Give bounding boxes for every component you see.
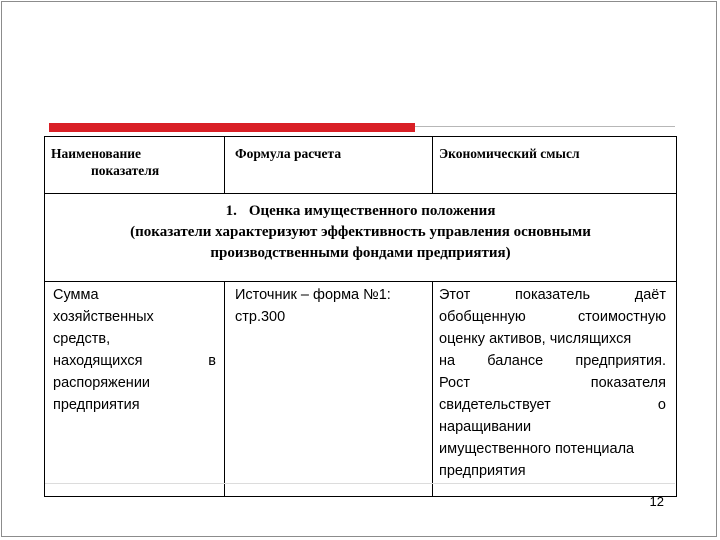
header-meaning-cell: Экономический смысл	[433, 137, 677, 194]
section-line3: производственными фондами предприятия)	[210, 245, 511, 261]
title-accent-line	[415, 126, 675, 127]
section-title-line	[51, 201, 670, 222]
section-title: Оценка имущественного положения	[248, 203, 496, 219]
formula-line: Источник – форма №1:	[235, 287, 391, 303]
meaning-word: оценку активов, числящихся	[439, 331, 632, 347]
indicator-name-word: в	[208, 353, 216, 369]
meaning-word: Этот	[439, 287, 471, 303]
meaning-word: предприятия	[439, 463, 526, 479]
page-number: 12	[649, 494, 664, 509]
meaning-cell	[433, 282, 677, 497]
meaning-line	[439, 306, 666, 328]
header-row	[45, 137, 677, 194]
meaning-word: наращивании	[439, 419, 532, 435]
meaning-word: имущественного потенциала	[439, 441, 635, 457]
meaning-word: на	[439, 353, 456, 369]
header-name-cell	[45, 137, 225, 194]
meaning-line	[439, 284, 666, 306]
meaning-word: показателя	[590, 375, 666, 391]
indicators-table	[44, 136, 677, 497]
meaning-word: обобщенную	[439, 309, 526, 325]
table-row	[45, 282, 677, 497]
meaning-word: даёт	[634, 287, 666, 303]
header-formula-cell: Формула расчета	[225, 137, 433, 194]
indicator-name-word: находящихся	[53, 353, 143, 369]
meaning-line	[439, 416, 666, 438]
title-accent-bar	[49, 123, 415, 132]
meaning-word: предприятия.	[575, 353, 666, 369]
meaning-line	[439, 328, 666, 350]
formula-cell	[225, 282, 433, 497]
meaning-line	[439, 460, 666, 482]
indicator-name-line: средств,	[53, 331, 111, 347]
header-name-line1: Наименование	[51, 146, 141, 161]
meaning-word: о	[657, 397, 666, 413]
indicator-name-line: хозяйственных	[53, 309, 154, 325]
indicator-name-cell	[45, 282, 225, 497]
formula-line: стр.300	[235, 309, 286, 325]
indicator-name-line: распоряжении	[53, 375, 151, 391]
section-row	[45, 194, 677, 282]
meaning-word: балансе	[487, 353, 544, 369]
meaning-word: Рост	[439, 375, 470, 391]
meaning-line	[439, 394, 666, 416]
section-heading-cell	[45, 194, 677, 282]
meaning-word: свидетельствует	[439, 397, 551, 413]
indicator-name-line: предприятия	[53, 397, 140, 413]
meaning-line	[439, 372, 666, 394]
section-number: 1.	[225, 203, 237, 219]
meaning-word: показатель	[515, 287, 590, 303]
meaning-line	[439, 438, 666, 460]
indicator-name-line	[53, 350, 216, 372]
header-name-line2: показателя	[91, 163, 160, 178]
footer-divider	[45, 483, 675, 484]
meaning-word: стоимостную	[578, 309, 666, 325]
meaning-line	[439, 350, 666, 372]
section-line2: (показатели характеризуют эффективность управления основными	[130, 224, 591, 240]
indicator-name-line: Сумма	[53, 287, 99, 303]
